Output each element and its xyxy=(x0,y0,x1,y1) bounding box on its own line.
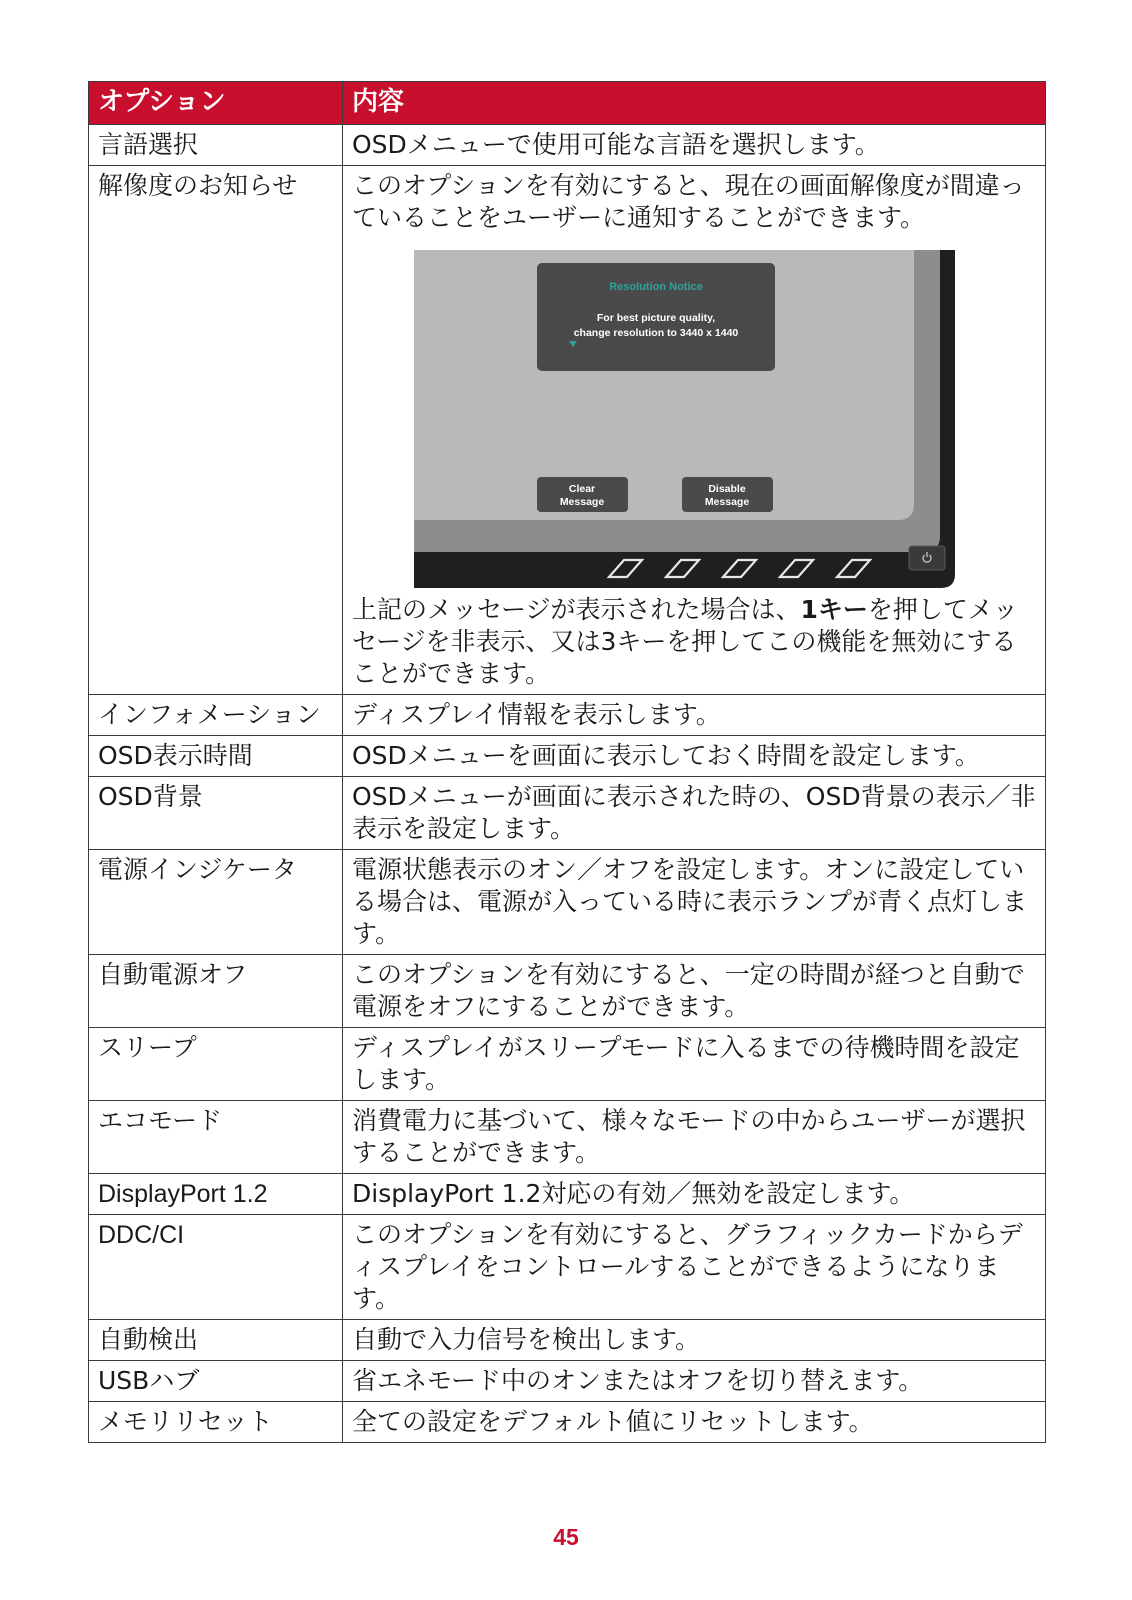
row-content: 電源状態表示のオン／オフを設定します。オンに設定している場合は、電源が入っている時に表示ランプが青く点灯します。 xyxy=(343,850,1046,955)
table-row xyxy=(89,777,1046,850)
table-row xyxy=(89,1320,1046,1361)
row-option: 自動電源オフ xyxy=(89,955,343,1028)
clear-message-label-2: Message xyxy=(559,496,605,508)
table-row xyxy=(89,736,1046,777)
row-option: DDC/CI xyxy=(89,1215,343,1320)
osd-illustration xyxy=(352,234,1036,594)
power-button[interactable] xyxy=(909,546,945,570)
table-header-row xyxy=(89,82,1046,125)
row-content: DisplayPort 1.2対応の有効／無効を設定します。 xyxy=(343,1174,1046,1215)
clear-message-label-1: Clear xyxy=(568,483,596,495)
note-key: 1キー xyxy=(800,595,868,624)
row-content: このオプションを有効にすると、一定の時間が経つと自動で電源をオフにすることができます。 xyxy=(343,955,1046,1028)
row-content: OSDメニューで使用可能な言語を選択します。 xyxy=(343,125,1046,166)
table-row xyxy=(89,1101,1046,1174)
row-content: ディスプレイがスリープモードに入るまでの待機時間を設定します。 xyxy=(343,1028,1046,1101)
row-option: OSD表示時間 xyxy=(89,736,343,777)
table-row xyxy=(89,1361,1046,1402)
osd-dialog-line1: For best picture quality, xyxy=(596,312,716,324)
row-content: 消費電力に基づいて、様々なモードの中からユーザーが選択することができます。 xyxy=(343,1101,1046,1174)
resolution-note xyxy=(352,594,1036,690)
table-row xyxy=(89,1028,1046,1101)
monitor-osd-figure xyxy=(414,250,955,588)
table-row xyxy=(89,1215,1046,1320)
row-option: スリープ xyxy=(89,1028,343,1101)
disable-message-label-2: Message xyxy=(704,496,750,508)
page-number: 45 xyxy=(553,1524,579,1550)
row-option: DisplayPort 1.2 xyxy=(89,1174,343,1215)
table-row xyxy=(89,1174,1046,1215)
row-option: USBハブ xyxy=(89,1361,343,1402)
note-before: 上記のメッセージが表示された場合は、 xyxy=(352,595,801,624)
row-option: 自動検出 xyxy=(89,1320,343,1361)
row-content: OSDメニューを画面に表示しておく時間を設定します。 xyxy=(343,736,1046,777)
settings-table xyxy=(88,81,1046,1443)
note-after: を押してメッセージを非表示、又は3キーを押してこの機能を無効にすることができます。 xyxy=(352,595,1018,688)
row-content: ディスプレイ情報を表示します。 xyxy=(343,695,1046,736)
row-content-text: このオプションを有効にすると、現在の画面解像度が間違っていることをユーザーに通知することができます。 xyxy=(352,171,1025,232)
row-option: 電源インジケータ xyxy=(89,850,343,955)
table-row xyxy=(89,850,1046,955)
header-content: 内容 xyxy=(343,82,1046,125)
row-option: 言語選択 xyxy=(89,125,343,166)
table-row xyxy=(89,695,1046,736)
row-content: OSDメニューが画面に表示された時の、OSD背景の表示／非表示を設定します。 xyxy=(343,777,1046,850)
row-option: インフォメーション xyxy=(89,695,343,736)
row-option: OSD背景 xyxy=(89,777,343,850)
row-option: メモリリセット xyxy=(89,1402,343,1443)
row-content-resolution-notice xyxy=(343,166,1046,695)
row-option: 解像度のお知らせ xyxy=(89,166,343,695)
row-option: エコモード xyxy=(89,1101,343,1174)
row-content: このオプションを有効にすると、グラフィックカードからディスプレイをコントロールすることができるようになります。 xyxy=(343,1215,1046,1320)
table-row xyxy=(89,166,1046,695)
osd-dialog-line2: change resolution to 3440 x 1440 xyxy=(573,327,739,339)
header-option: オプション xyxy=(89,82,343,125)
table-row xyxy=(89,955,1046,1028)
row-content: 全ての設定をデフォルト値にリセットします。 xyxy=(343,1402,1046,1443)
disable-message-label-1: Disable xyxy=(708,483,746,495)
row-content: 省エネモード中のオンまたはオフを切り替えます。 xyxy=(343,1361,1046,1402)
osd-dialog-title: Resolution Notice xyxy=(609,281,703,293)
table-row xyxy=(89,1402,1046,1443)
table-row xyxy=(89,125,1046,166)
row-content: 自動で入力信号を検出します。 xyxy=(343,1320,1046,1361)
